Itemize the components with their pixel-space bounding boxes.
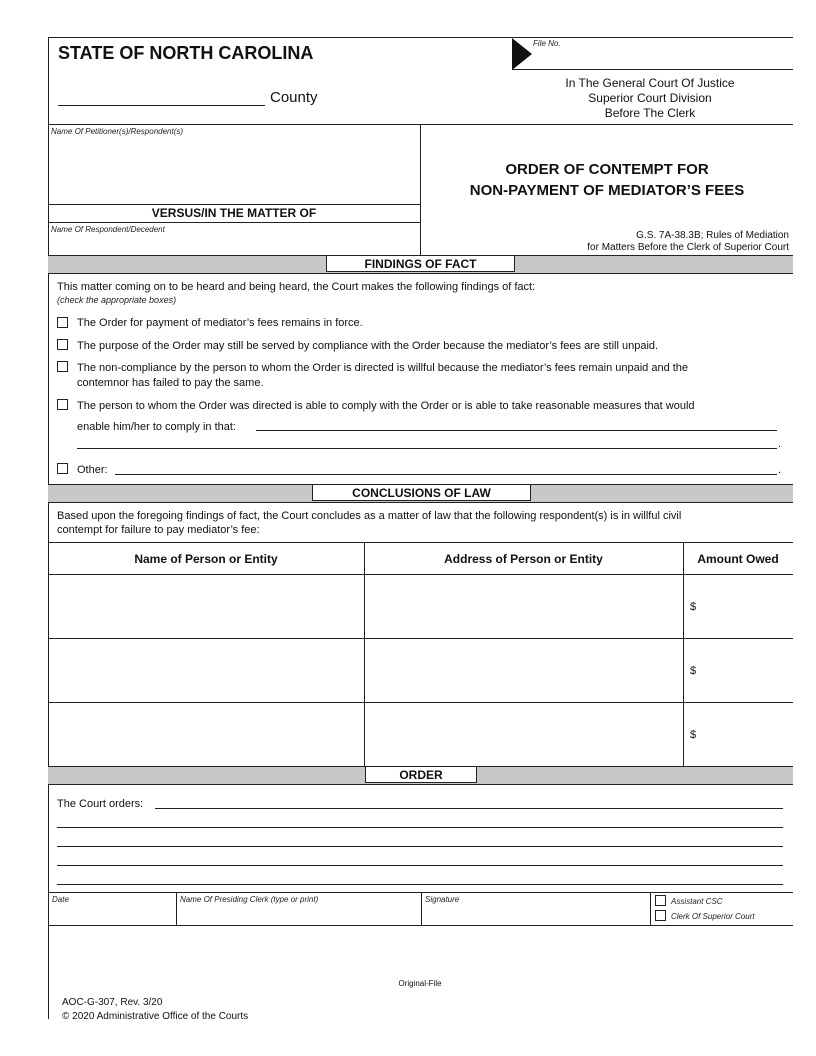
county-input-line[interactable] [58,105,265,106]
order-input-line-5[interactable] [57,884,783,885]
form-title-line-1: ORDER OF CONTEMPT FOR [505,161,709,178]
court-orders-label: The Court orders: [57,798,144,810]
original-file-label: Original-File [398,979,442,988]
form-number: AOC-G-307, Rev. 3/20 [62,997,163,1008]
file-no-label: File No. [533,39,561,48]
table-col-divider-1 [364,542,365,766]
finding-2-checkbox[interactable] [57,339,68,350]
court-line-1: In The General Court Of Justice [565,76,735,90]
finding-4-input-line-1[interactable] [256,430,777,431]
finding-4-checkbox[interactable] [57,399,68,410]
other-input-line[interactable] [115,474,777,475]
finding-4-period: . [778,438,782,450]
court-line-2: Superior Court Division [588,91,712,105]
signature-divider-3 [650,892,651,925]
conclusions-intro-line-2: contempt for failure to pay mediator’s fee: [57,524,260,536]
table-col-divider-2 [683,542,684,766]
table-top-line [48,542,793,543]
finding-4-text-line-1: The person to whom the Order was directed is able to comply with the Order or is able to take reasonable measures that would [77,400,695,412]
court-heading [540,76,760,121]
statute-line-1: G.S. 7A-38.3B; Rules of Mediation [636,230,789,241]
other-checkbox[interactable] [57,463,68,474]
finding-3-text-line-1: The non-compliance by the person to whom the Order is directed is willful because the mediator’s fees remain unpaid and the [77,362,689,374]
versus-label: VERSUS/IN THE MATTER OF [151,206,317,220]
statute-reference [540,230,789,254]
findings-heading: FINDINGS OF FACT [326,255,515,272]
clerk-name-label: Name Of Presiding Clerk (type or print) [180,895,319,904]
signature-divider-2 [421,892,422,925]
copyright: © 2020 Administrative Office of the Courts [62,1011,249,1022]
col-header-amount: Amount Owed [697,552,779,566]
table-header-line [48,574,793,575]
findings-intro-note: (check the appropriate boxes) [57,295,177,305]
finding-2-text: The purpose of the Order may still be served by compliance with the Order because the mediator’s fees are still unpaid. [77,340,659,352]
assistant-csc-checkbox[interactable] [655,895,666,906]
order-input-line-4[interactable] [57,865,783,866]
county-label: County [270,89,318,106]
signature-label: Signature [425,895,460,904]
form-title [421,159,793,201]
versus-top-line [48,204,420,205]
finding-3-checkbox[interactable] [57,361,68,372]
other-label: Other: [77,464,108,476]
left-border [48,37,49,1019]
state-title: STATE OF NORTH CAROLINA [58,43,314,63]
file-no-arrow-icon [512,38,532,70]
finding-1-text: The Order for payment of mediator’s fees remains in force. [77,317,363,329]
order-heading: ORDER [365,766,477,783]
amount-currency-2: $ [690,665,697,677]
petitioner-label: Name Of Petitioner(s)/Respondent(s) [51,127,184,136]
respondent-label: Name Of Respondent/Decedent [51,225,165,234]
signature-divider-1 [176,892,177,925]
order-input-line-3[interactable] [57,846,783,847]
versus-bottom-line [48,222,420,223]
top-border [48,37,793,38]
findings-intro: This matter coming on to be heard and being heard, the Court makes the following findings of fact: [57,281,536,293]
assistant-csc-label: Assistant CSC [671,897,723,906]
finding-3-text-line-2: contemnor has failed to pay the same. [77,377,264,389]
order-input-line-1[interactable] [155,808,783,809]
other-period: . [778,464,782,476]
col-header-name: Name of Person or Entity [134,552,278,566]
clerk-superior-checkbox[interactable] [655,910,666,921]
table-row-line-1 [48,638,793,639]
form-title-line-2: NON-PAYMENT OF MEDIATOR’S FEES [469,182,745,199]
file-no-line [512,69,793,70]
conclusions-heading: CONCLUSIONS OF LAW [312,484,531,501]
finding-4-text-line-2: enable him/her to comply in that: [77,421,236,433]
date-label: Date [52,895,69,904]
statute-line-2: for Matters Before the Clerk of Superior Court [587,242,789,253]
amount-currency-1: $ [690,601,697,613]
table-row-line-2 [48,702,793,703]
conclusions-intro-line-1: Based upon the foregoing findings of fact, the Court concludes as a matter of law that the following respondent(s) is in willful civil [57,510,682,522]
signature-bottom-line [48,925,793,926]
court-line-3: Before The Clerk [604,106,696,120]
finding-4-input-line-2[interactable] [77,448,777,449]
clerk-superior-label: Clerk Of Superior Court [671,912,755,921]
order-input-line-2[interactable] [57,827,783,828]
order-bar [48,766,793,785]
conclusions-bar [48,484,793,503]
amount-currency-3: $ [690,729,697,741]
finding-1-checkbox[interactable] [57,317,68,328]
findings-bar [48,255,793,274]
col-header-address: Address of Person or Entity [444,552,603,566]
